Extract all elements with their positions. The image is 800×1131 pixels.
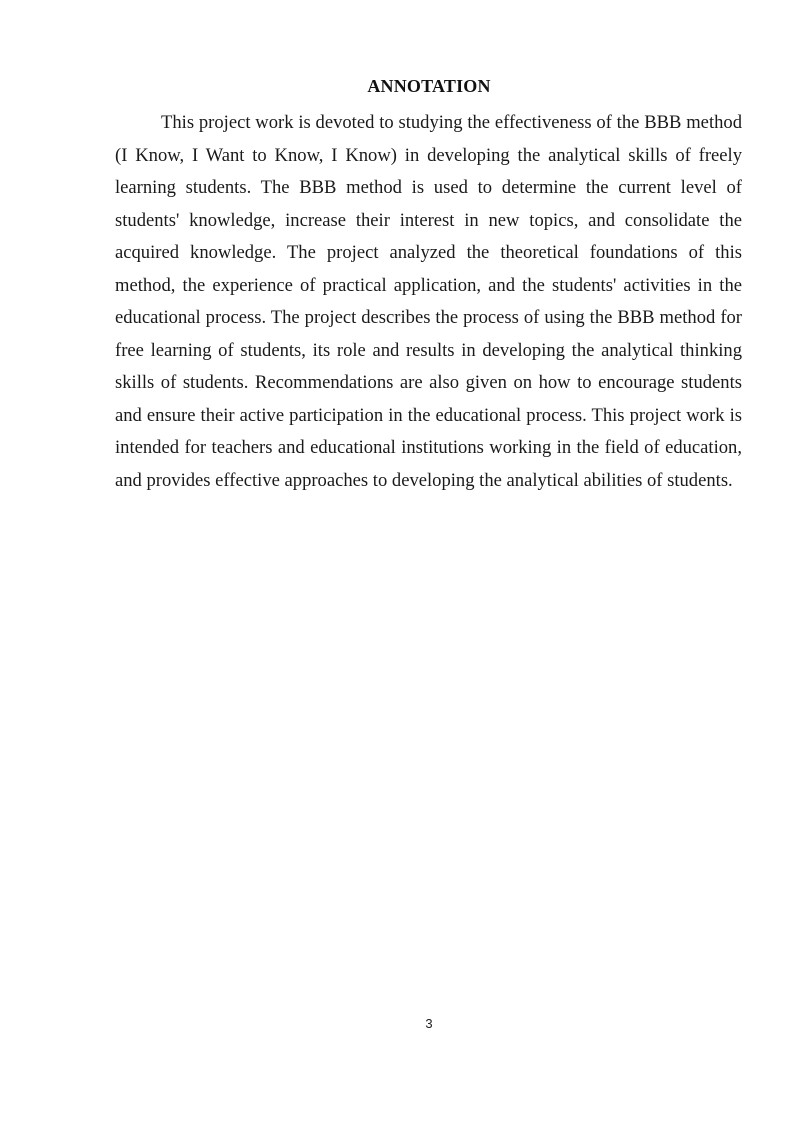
page-title: ANNOTATION xyxy=(367,76,491,96)
page-number: 3 xyxy=(425,1016,433,1031)
annotation-paragraph: This project work is devoted to studying the effectiveness of the BBB method (I Know, I Want to Know, I Know) in developing the analytical skills of freely learning students. The BBB method is used to determine the current level of students' knowledge, increase their interest in new topics, and consolidate the acquired knowledge. The project analyzed the theoretical foundations of this method, the experience of practical application, and the students' activities in the educational process. The project describes the process of using the BBB method for free learning of students, its role and results in developing the analytical thinking skills of students. Recommendations are also given on how to encourage students and ensure their active participation in the educational process. This project work is intended for teachers and educational institutions working in the field of education, and provides effective approaches to developing the analytical abilities of students. xyxy=(115,112,742,491)
